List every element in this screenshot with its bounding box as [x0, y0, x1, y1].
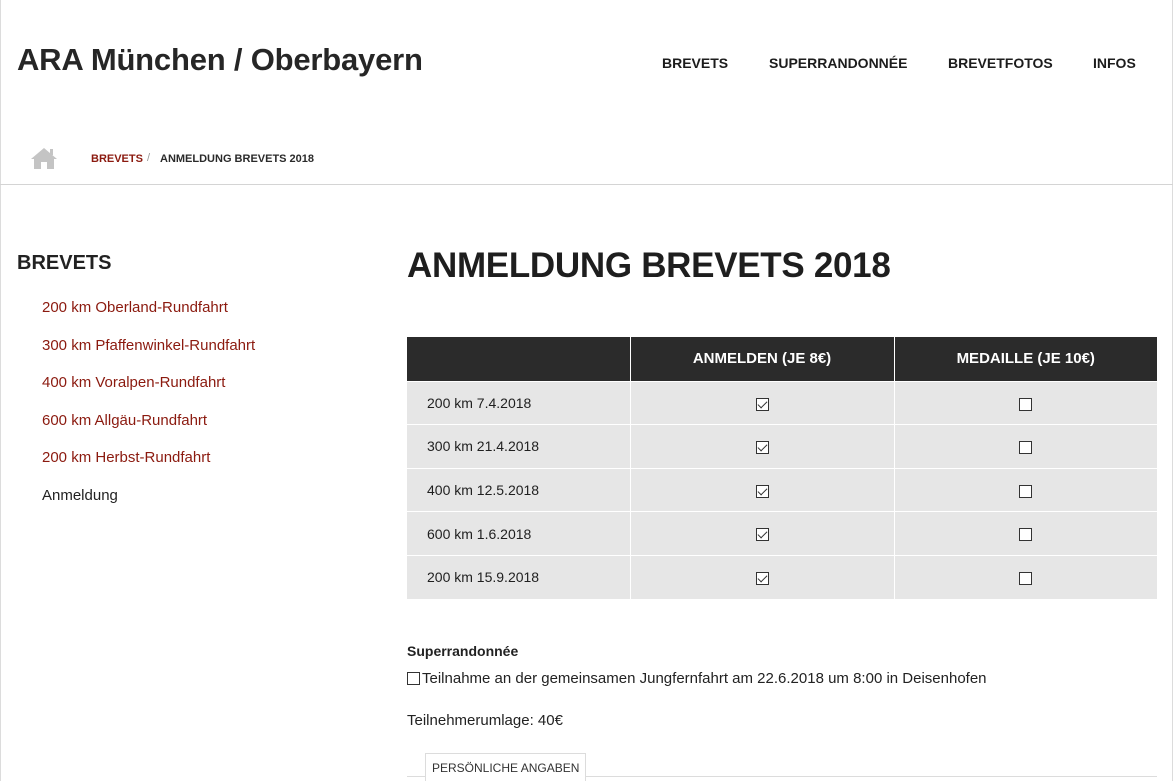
sidebar-item-pfaffenwinkel[interactable]: 300 km Pfaffenwinkel-Rundfahrt [42, 336, 256, 354]
sidebar-menu [42, 298, 255, 523]
brevet-date-cell: 200 km 15.9.2018 [407, 555, 630, 599]
superrandonnee-checkbox[interactable] [407, 672, 420, 685]
anmelden-cell [630, 512, 894, 556]
nav-item-superrandonnee[interactable]: SUPERRANDONNÉE [769, 55, 908, 71]
sidebar-item-herbst[interactable]: 200 km Herbst-Rundfahrt [42, 449, 211, 466]
sidebar-item-oberland[interactable]: 200 km Oberland-Rundfahrt [42, 299, 228, 316]
header-divider [0, 184, 1173, 185]
medaille-cell [894, 381, 1157, 425]
table-header-medaille: MEDAILLE (JE 10€) [894, 337, 1157, 381]
anmelden-checkbox[interactable] [756, 398, 769, 411]
main-navigation [0, 55, 1173, 75]
brevet-date-cell: 300 km 21.4.2018 [407, 425, 630, 469]
superrandonnee-option-text: Teilnahme an der gemeinsamen Jungfernfahrt am 22.6.2018 um 8:00 in Deisenhofen [422, 670, 987, 687]
anmelden-checkbox[interactable] [756, 485, 769, 498]
home-icon[interactable] [30, 146, 58, 170]
superrandonnee-option[interactable] [407, 670, 987, 687]
anmelden-cell [630, 468, 894, 512]
table-body [407, 381, 1157, 599]
brevet-date-cell: 200 km 7.4.2018 [407, 381, 630, 425]
anmelden-cell [630, 381, 894, 425]
sidebar-heading: BREVETS [17, 252, 112, 274]
table-row [407, 381, 1157, 425]
table-row [407, 425, 1157, 469]
breadcrumb [30, 146, 430, 172]
medaille-cell [894, 512, 1157, 556]
sidebar-item-anmeldung: Anmeldung [42, 486, 118, 504]
table-header-anmelden: ANMELDEN (JE 8€) [630, 337, 894, 381]
table-header-empty [407, 337, 630, 381]
superrandonnee-label: Superrandonnée [407, 643, 519, 659]
table-row [407, 512, 1157, 556]
participant-fee: Teilnehmerumlage: 40€ [407, 712, 563, 729]
page-title: ANMELDUNG BREVETS 2018 [407, 246, 891, 285]
table-header-row [407, 337, 1157, 381]
medaille-cell [894, 468, 1157, 512]
nav-item-brevets[interactable]: BREVETS [662, 55, 729, 71]
medaille-checkbox[interactable] [1019, 441, 1032, 454]
medaille-checkbox[interactable] [1019, 398, 1032, 411]
medaille-checkbox[interactable] [1019, 528, 1032, 541]
brevet-date-cell: 600 km 1.6.2018 [407, 512, 630, 556]
breadcrumb-link-brevets[interactable]: BREVETS [91, 153, 143, 165]
medaille-cell [894, 555, 1157, 599]
medaille-cell [894, 425, 1157, 469]
medaille-checkbox[interactable] [1019, 485, 1032, 498]
site-title[interactable]: ARA München / Oberbayern [17, 42, 423, 77]
anmelden-cell [630, 425, 894, 469]
breadcrumb-current: ANMELDUNG BREVETS 2018 [160, 153, 315, 165]
nav-item-infos[interactable]: INFOS [1093, 55, 1136, 71]
medaille-checkbox[interactable] [1019, 572, 1032, 585]
nav-item-brevetfotos[interactable]: BREVETFOTOS [948, 55, 1053, 71]
brevet-date-cell: 400 km 12.5.2018 [407, 468, 630, 512]
sidebar-item-voralpen[interactable]: 400 km Voralpen-Rundfahrt [42, 374, 226, 391]
breadcrumb-separator: / [147, 152, 151, 164]
sidebar-item-allgaeu[interactable]: 600 km Allgäu-Rundfahrt [42, 411, 208, 429]
personal-data-legend: PERSÖNLICHE ANGABEN [425, 753, 586, 781]
anmelden-checkbox[interactable] [756, 572, 769, 585]
anmelden-checkbox[interactable] [756, 528, 769, 541]
anmelden-cell [630, 555, 894, 599]
registration-table [407, 337, 1157, 599]
table-row [407, 555, 1157, 599]
table-row [407, 468, 1157, 512]
anmelden-checkbox[interactable] [756, 441, 769, 454]
